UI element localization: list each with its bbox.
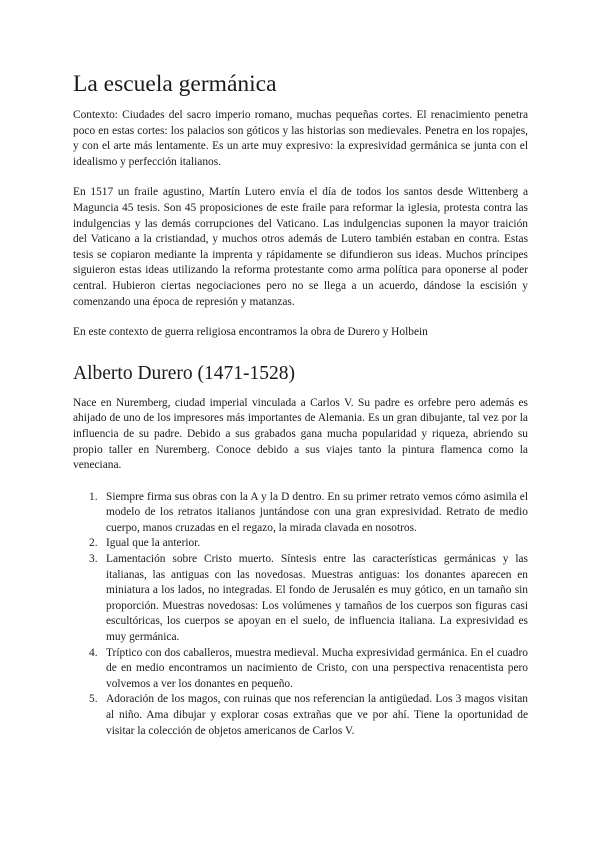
list-item-text: Tríptico con dos caballeros, muestra medieval. Mucha expresividad germánica. En el cuadro de en medio encontramos un nacimiento de Cristo, con una perspectiva renacentista pero volvemos a ver los donantes en pequeño. bbox=[106, 646, 528, 690]
list-item-number: 5. bbox=[89, 693, 98, 706]
list-item-text: Siempre firma sus obras con la A y la D dentro. En su primer retrato vemos cómo asimila el modelo de los retratos italianos juntándose con una gran expresividad. Retrato de medio cuerpo, manos cruzadas en el regazo, la mirada clavada en nosotros. bbox=[106, 490, 528, 534]
list-item-number: 3. bbox=[89, 553, 98, 566]
paragraph-guerra-religiosa: En este contexto de guerra religiosa encontramos la obra de Durero y Holbein bbox=[73, 326, 428, 339]
works-list bbox=[73, 490, 528, 740]
paragraph-durero-intro: Nace en Nuremberg, ciudad imperial vinculada a Carlos V. Su padre es orfebre pero además es ahijado de uno de los impresores más importantes de Alemania. Es un gran dibujante, tal vez por la influencia de su padre. Debido a sus grabados gana mucha popularidad y riqueza, abriendo su propio taller en Nuremberg. Conoce debido a sus viajes tanto la pintura flamenca como la veneciana. bbox=[73, 396, 528, 472]
paragraph-lutero: En 1517 un fraile agustino, Martín Lutero envía el día de todos los santos desde Wittenberg a Maguncia 45 tesis. Son 45 proposiciones de este fraile para reformar la iglesia, protesta contra las indulgencias y las demás corrupciones del Vaticano. Las indulgencias suponen la mayor traición del Vaticano a la cristiandad, y muchos otros además de Lutero también estaban en contra. Estas tesis se copiaron mediante la imprenta y rápidamente se difundieron sus ideas. Muchos príncipes siguieron estas ideas utilizando la reforma protestante como arma política para oponerse al poder central. Hubieron ciertas negociaciones pero no se llega a un acuerdo, dándose la escisión y comenzando una época de represión y matanzas. bbox=[73, 186, 528, 308]
list-item-text: Lamentación sobre Cristo muerto. Síntesis entre las características germánicas y las italianas, las antiguas con las novedosas. Muestras antiguas: los donantes aparecen en miniatura a los lados, no integradas. El fondo de Jerusalén es muy gótico, en un tamaño sin proporción. Muestras novedosas: Los volúmenes y tamaños de los cuerpos son figuras casi escultóricas, los cuerpos se apoyan en el suelo, de influencia italiana. La expresividad es muy germánica. bbox=[106, 553, 528, 644]
list-item bbox=[73, 490, 528, 537]
list-item bbox=[73, 536, 528, 552]
list-item bbox=[73, 552, 528, 646]
list-item-text: Igual que la anterior. bbox=[106, 537, 201, 550]
list-item bbox=[73, 646, 528, 693]
paragraph-contexto: Contexto: Ciudades del sacro imperio romano, muchas pequeñas cortes. El renacimiento penetra poco en estas cortes: los palacios son góticos y las historias son medievales. Penetra en los ropajes, y con el arte más lentamente. Es un arte muy expresivo: la expresividad germánica se junta con el idealismo y perfección italianos. bbox=[73, 109, 528, 168]
list-item-text: Adoración de los magos, con ruinas que nos referencian la antigüedad. Los 3 magos visitan al niño. Ama dibujar y explorar cosas extrañas que ve por ahí. Tiene la oportunidad de visitar la colección de objetos americanos de Carlos V. bbox=[106, 693, 528, 737]
list-item bbox=[73, 692, 528, 739]
document-page bbox=[73, 70, 528, 739]
section-title-alberto-durero: Alberto Durero (1471-1528) bbox=[73, 362, 296, 384]
list-item-number: 4. bbox=[89, 646, 98, 659]
list-item-number: 2. bbox=[89, 537, 98, 550]
list-item-number: 1. bbox=[89, 490, 98, 503]
section-title-escuela-germanica: La escuela germánica bbox=[73, 71, 277, 97]
